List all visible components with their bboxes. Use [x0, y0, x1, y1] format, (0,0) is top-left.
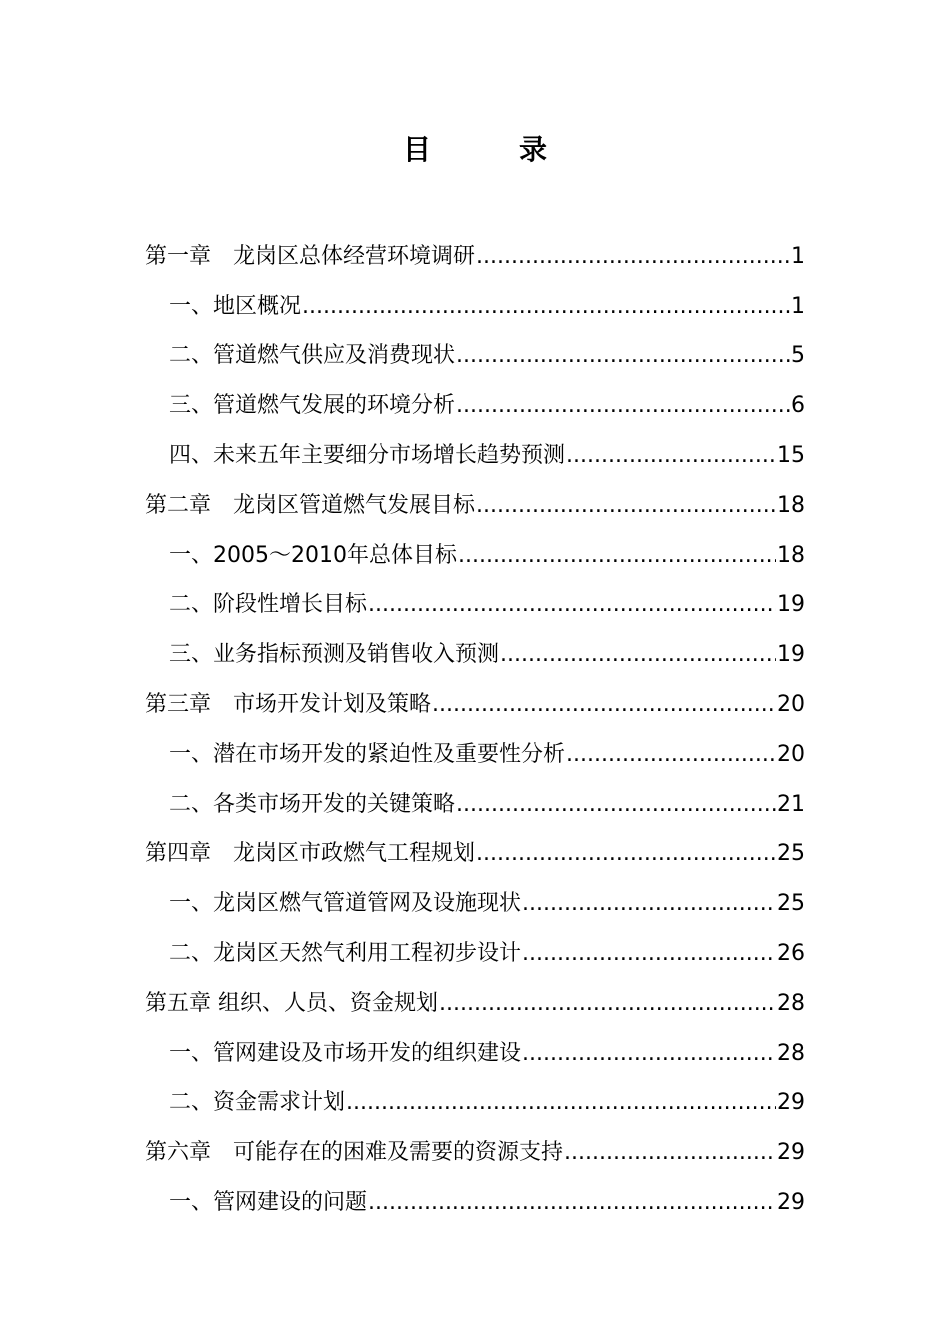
toc-leader-dots [456, 341, 790, 377]
toc-page-number: 5 [791, 343, 805, 369]
toc-entry-section[interactable] [145, 875, 805, 925]
toc-entry-section[interactable] [145, 577, 805, 627]
table-of-contents [145, 228, 805, 1224]
toc-page-number: 19 [777, 592, 805, 618]
toc-leader-dots [522, 939, 776, 975]
toc-leader-dots [439, 989, 776, 1025]
toc-page-number: 29 [777, 1189, 805, 1215]
toc-entry-section[interactable] [145, 427, 805, 477]
toc-leader-dots [522, 889, 776, 925]
toc-page-number: 28 [777, 1040, 805, 1066]
toc-page-number: 29 [777, 1090, 805, 1116]
toc-entry-section[interactable] [145, 278, 805, 328]
toc-leader-dots [476, 839, 776, 875]
toc-entry-title: 第一章 龙岗区总体经营环境调研 [145, 243, 476, 269]
toc-entry-section[interactable] [145, 1075, 805, 1125]
toc-entry-section[interactable] [145, 776, 805, 826]
page-title: 目 录 [402, 133, 577, 166]
toc-entry-section[interactable] [145, 1025, 805, 1075]
toc-entry-title: 第五章 组织、人员、资金规划 [145, 990, 438, 1016]
toc-page-number: 20 [777, 691, 805, 717]
toc-entry-title: 二、资金需求计划 [169, 1090, 346, 1116]
toc-leader-dots [476, 491, 776, 527]
toc-leader-dots [456, 790, 776, 826]
toc-page-number: 1 [791, 293, 805, 319]
toc-leader-dots [432, 690, 776, 726]
toc-leader-dots [564, 1138, 776, 1174]
toc-page-number: 15 [777, 442, 805, 468]
toc-entry-section[interactable] [145, 328, 805, 378]
toc-entry-title: 第二章 龙岗区管道燃气发展目标 [145, 492, 476, 518]
toc-leader-dots [302, 292, 790, 328]
toc-entry-title: 一、潜在市场开发的紧迫性及重要性分析 [169, 741, 566, 767]
toc-entry-section[interactable] [145, 626, 805, 676]
toc-leader-dots [458, 541, 776, 577]
toc-entry-section[interactable] [145, 527, 805, 577]
toc-entry-chapter[interactable] [145, 477, 805, 527]
toc-leader-dots [456, 391, 790, 427]
toc-page-number: 6 [791, 393, 805, 419]
toc-page-number: 18 [777, 492, 805, 518]
toc-entry-section[interactable] [145, 1174, 805, 1224]
toc-entry-chapter[interactable] [145, 228, 805, 278]
toc-entry-title: 一、龙岗区燃气管道管网及设施现状 [169, 891, 522, 917]
toc-entry-section[interactable] [145, 377, 805, 427]
toc-entry-title: 二、阶段性增长目标 [169, 592, 368, 618]
toc-leader-dots [368, 590, 776, 626]
toc-page-number: 20 [777, 741, 805, 767]
toc-page-number: 21 [777, 791, 805, 817]
toc-entry-title: 二、龙岗区天然气利用工程初步设计 [169, 940, 522, 966]
toc-page-number: 25 [777, 891, 805, 917]
toc-entry-title: 一、管网建设及市场开发的组织建设 [169, 1040, 522, 1066]
toc-entry-title: 二、管道燃气供应及消费现状 [169, 343, 456, 369]
toc-leader-dots [566, 441, 776, 477]
toc-entry-chapter[interactable] [145, 826, 805, 876]
toc-leader-dots [368, 1188, 776, 1224]
toc-leader-dots [566, 740, 776, 776]
toc-leader-dots [346, 1088, 776, 1124]
toc-entry-chapter[interactable] [145, 1124, 805, 1174]
toc-page-number: 28 [777, 990, 805, 1016]
toc-page-number: 18 [777, 542, 805, 568]
toc-entry-title: 第四章 龙岗区市政燃气工程规划 [145, 841, 476, 867]
toc-entry-title: 第三章 市场开发计划及策略 [145, 691, 432, 717]
toc-page-number: 25 [777, 841, 805, 867]
toc-entry-title: 一、地区概况 [169, 293, 302, 319]
toc-entry-section[interactable] [145, 726, 805, 776]
toc-entry-title: 三、管道燃气发展的环境分析 [169, 393, 456, 419]
toc-leader-dots [476, 242, 790, 278]
toc-page-number: 29 [777, 1140, 805, 1166]
toc-entry-title: 一、管网建设的问题 [169, 1189, 368, 1215]
toc-entry-title: 一、2005～2010年总体目标 [169, 542, 457, 568]
toc-entry-title: 第六章 可能存在的困难及需要的资源支持 [145, 1140, 564, 1166]
toc-entry-title: 二、各类市场开发的关键策略 [169, 791, 456, 817]
toc-entry-chapter[interactable] [145, 676, 805, 726]
toc-entry-chapter[interactable] [145, 975, 805, 1025]
toc-page-number: 1 [791, 243, 805, 269]
toc-entry-section[interactable] [145, 925, 805, 975]
toc-page-number: 19 [777, 642, 805, 668]
toc-page-number: 26 [777, 940, 805, 966]
toc-entry-title: 四、未来五年主要细分市场增长趋势预测 [169, 442, 566, 468]
toc-leader-dots [500, 640, 776, 676]
toc-leader-dots [522, 1039, 776, 1075]
toc-entry-title: 三、业务指标预测及销售收入预测 [169, 642, 500, 668]
